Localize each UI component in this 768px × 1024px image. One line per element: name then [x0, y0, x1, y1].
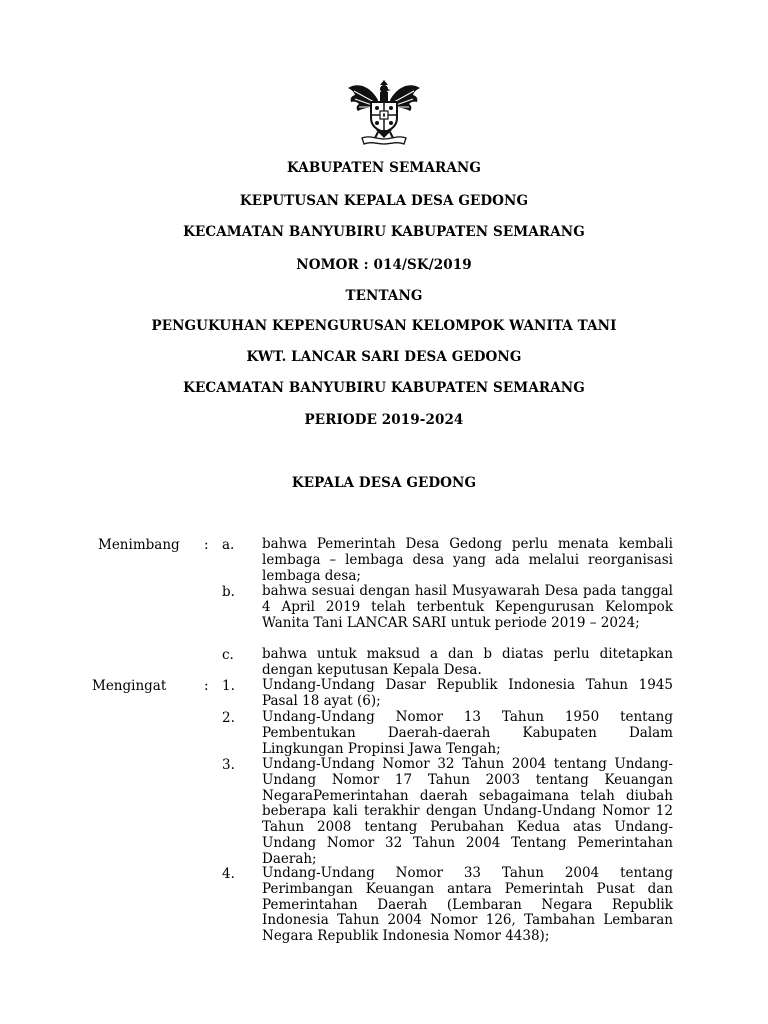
mengingat-marker-1: 1.: [222, 678, 235, 694]
issuer-heading: KEPALA DESA GEDONG: [291, 475, 477, 491]
subject-line-1: PENGUKUHAN KEPENGURUSAN KELOMPOK WANITA TANI: [151, 318, 617, 334]
garuda-emblem-icon: [344, 78, 424, 146]
mengingat-item-3: Undang-Undang Nomor 32 Tahun 2004 tentang Undang-Undang Nomor 17 Tahun 2003 tentang Keuangan NegaraPemerintahan daerah sebagaimana telah diubah beberapa kali terakhir dengan Undang-Undang Nomor 12 Tahun 2008 tentang Perubahan Kedua atas Undang-Undang Nomor 32 Tahun 2004 Tentang Pemerintahan Daerah;: [262, 756, 673, 867]
subdistrict-title: KECAMATAN BANYUBIRU KABUPATEN SEMARANG: [183, 224, 585, 240]
menimbang-marker-b: b.: [222, 584, 235, 600]
mengingat-colon: :: [204, 678, 209, 694]
period-line: PERIODE 2019-2024: [304, 412, 464, 428]
decree-number: NOMOR : 014/SK/2019: [296, 257, 472, 273]
subject-line-2: KWT. LANCAR SARI DESA GEDONG: [246, 349, 522, 365]
mengingat-item-1: Undang-Undang Dasar Republik Indonesia Tahun 1945 Pasal 18 ayat (6);: [262, 677, 673, 709]
menimbang-item-a: bahwa Pemerintah Desa Gedong perlu menata kembali lembaga – lembaga desa yang ada melalui reorganisasi lembaga desa;: [262, 536, 673, 584]
mengingat-marker-2: 2.: [222, 710, 235, 726]
about-heading: TENTANG: [345, 288, 423, 304]
menimbang-marker-a: a.: [222, 537, 235, 553]
mengingat-item-2: Undang-Undang Nomor 13 Tahun 1950 tentang Pembentukan Daerah-daerah Kabupaten Dalam Lingkungan Propinsi Jawa Tengah;: [262, 709, 673, 757]
mengingat-label: Mengingat: [92, 678, 167, 694]
mengingat-marker-4: 4.: [222, 866, 235, 882]
menimbang-item-b: bahwa sesuai dengan hasil Musyawarah Desa pada tanggal 4 April 2019 telah terbentuk Kepengurusan Kelompok Wanita Tani LANCAR SARI untuk periode 2019 – 2024;: [262, 583, 673, 631]
mengingat-item-4: Undang-Undang Nomor 33 Tahun 2004 tentang Perimbangan Keuangan antara Pemerintah Pusat dan Pemerintahan Daerah (Lembaran Negara Republik Indonesia Tahun 2004 Nomor 126, Tambahan Lembaran Negara Republik Indonesia Nomor 4438);: [262, 865, 673, 945]
district-title: KABUPATEN SEMARANG: [287, 160, 481, 176]
menimbang-item-c: bahwa untuk maksud a dan b diatas perlu ditetapkan dengan keputusan Kepala Desa.: [262, 646, 673, 678]
decree-title: KEPUTUSAN KEPALA DESA GEDONG: [239, 193, 529, 209]
menimbang-label: Menimbang: [98, 537, 180, 553]
menimbang-colon: :: [204, 537, 209, 553]
menimbang-marker-c: c.: [222, 647, 234, 663]
subject-line-3: KECAMATAN BANYUBIRU KABUPATEN SEMARANG: [183, 380, 585, 396]
mengingat-marker-3: 3.: [222, 757, 235, 773]
